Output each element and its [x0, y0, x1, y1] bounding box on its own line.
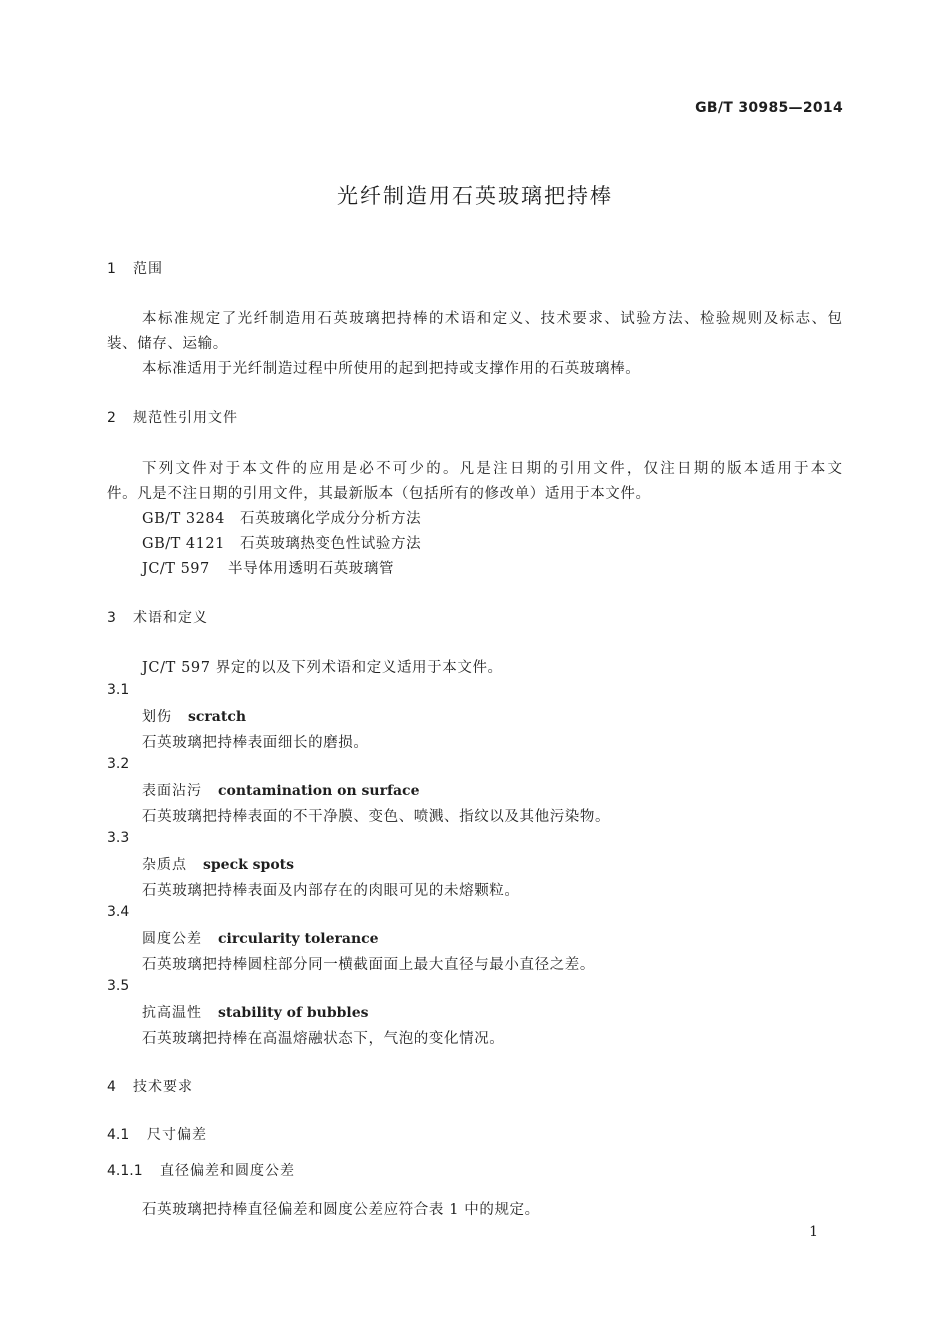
term-english: scratch [188, 709, 247, 725]
reference-item [142, 557, 394, 578]
term-chinese: 圆度公差 [142, 931, 202, 947]
section-title: 术语和定义 [133, 610, 208, 626]
term-definition: 石英玻璃把持棒表面细长的磨损。 [142, 735, 369, 751]
term-chinese: 抗高温性 [142, 1005, 202, 1021]
term-definition: 石英玻璃把持棒表面的不干净膜、变色、喷溅、指纹以及其他污染物。 [142, 809, 611, 825]
term-english: circularity tolerance [218, 931, 379, 947]
term-number: 3.1 [107, 682, 130, 698]
term-entry [142, 928, 379, 948]
section-3-heading [107, 607, 208, 627]
scope-paragraph-2: 本标准适用于光纤制造过程中所使用的起到把持或支撑作用的石英玻璃棒。 [142, 361, 641, 377]
scope-paragraph-line-1: 本标准规定了光纤制造用石英玻璃把持棒的术语和定义、技术要求、试验方法、检验规则及标志、包 [142, 311, 842, 327]
reference-name: 半导体用透明石英玻璃管 [228, 561, 395, 577]
term-chinese: 划伤 [142, 709, 172, 725]
term-chinese: 杂质点 [142, 857, 187, 873]
section-2-heading [107, 407, 238, 427]
section-number: 1 [107, 261, 116, 277]
reference-item [142, 532, 421, 553]
section-title: 范围 [133, 261, 163, 277]
subsection-number: 4.1.1 [107, 1163, 143, 1179]
term-english: speck spots [203, 857, 295, 873]
term-number: 3.3 [107, 830, 130, 846]
document-title: 光纤制造用石英玻璃把持棒 [337, 184, 613, 208]
term-entry [142, 780, 420, 800]
section-title: 技术要求 [133, 1079, 193, 1095]
section-number: 4 [107, 1079, 116, 1095]
subsection-title: 直径偏差和圆度公差 [160, 1163, 295, 1179]
term-definition: 石英玻璃把持棒表面及内部存在的肉眼可见的未熔颗粒。 [142, 883, 520, 899]
terms-intro: JC/T 597 界定的以及下列术语和定义适用于本文件。 [142, 660, 503, 676]
references-paragraph-line-1: 下列文件对于本文件的应用是必不可少的。凡是注日期的引用文件，仅注日期的版本适用于本文 [142, 461, 842, 477]
standard-code: GB/T 30985—2014 [695, 100, 843, 116]
reference-name: 石英玻璃热变色性试验方法 [240, 536, 422, 552]
term-number: 3.5 [107, 978, 130, 994]
section-number: 3 [107, 610, 116, 626]
scope-paragraph-line-2: 装、储存、运输。 [107, 336, 228, 352]
section-4-heading [107, 1076, 193, 1096]
section-number: 2 [107, 410, 116, 426]
subsection-title: 尺寸偏差 [147, 1127, 207, 1143]
term-number: 3.4 [107, 904, 130, 920]
references-paragraph-line-2: 件。凡是不注日期的引用文件，其最新版本（包括所有的修改单）适用于本文件。 [107, 486, 651, 502]
reference-item [142, 507, 421, 528]
term-entry [142, 1002, 369, 1022]
term-number: 3.2 [107, 756, 130, 772]
page-number: 1 [809, 1224, 818, 1240]
term-entry [142, 854, 294, 874]
reference-name: 石英玻璃化学成分分析方法 [240, 511, 422, 527]
section-1-heading [107, 258, 163, 278]
term-definition: 石英玻璃把持棒圆柱部分同一横截面面上最大直径与最小直径之差。 [142, 957, 595, 973]
term-english: stability of bubbles [218, 1005, 369, 1021]
requirements-paragraph: 石英玻璃把持棒直径偏差和圆度公差应符合表 1 中的规定。 [142, 1202, 540, 1218]
subsection-4-1-1-heading [107, 1160, 295, 1180]
term-entry [142, 706, 246, 726]
reference-code: JC/T 597 [142, 561, 210, 577]
section-title: 规范性引用文件 [133, 410, 238, 426]
subsection-4-1-heading [107, 1124, 207, 1144]
term-english: contamination on surface [218, 783, 420, 799]
term-definition: 石英玻璃把持棒在高温熔融状态下，气泡的变化情况。 [142, 1031, 505, 1047]
term-chinese: 表面沾污 [142, 783, 202, 799]
reference-code: GB/T 4121 [142, 536, 225, 552]
reference-code: GB/T 3284 [142, 511, 225, 527]
subsection-number: 4.1 [107, 1127, 130, 1143]
